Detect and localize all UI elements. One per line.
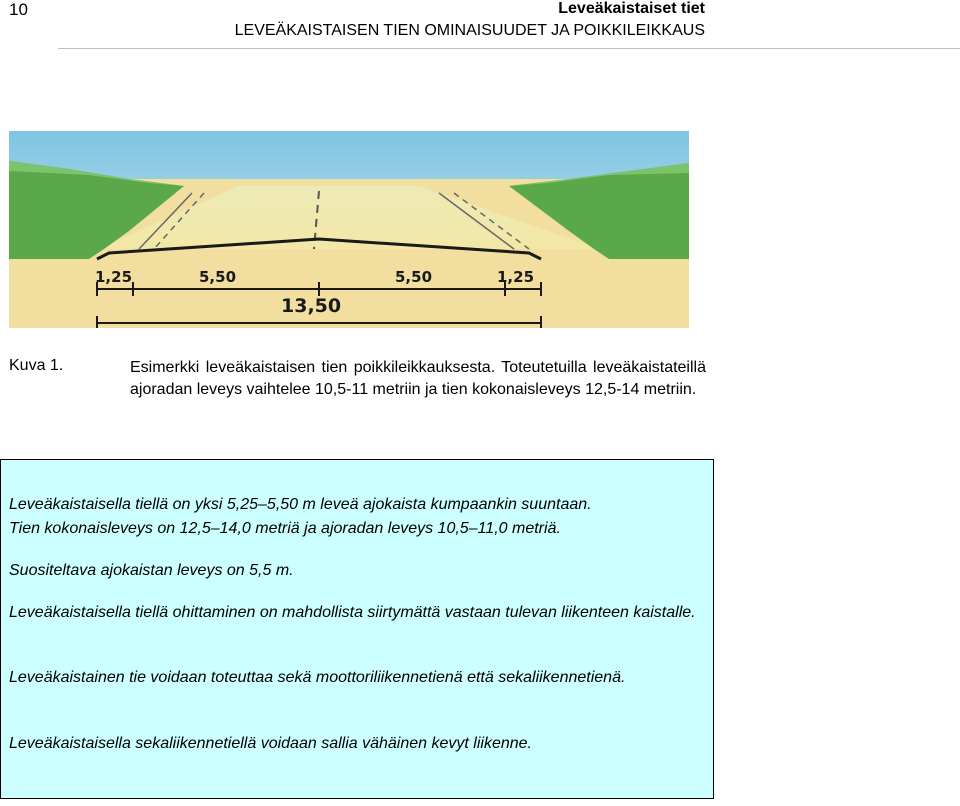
dim-left-shoulder: 1,25 — [95, 268, 133, 286]
header-subtitle: LEVEÄKAISTAISEN TIEN OMINAISUUDET JA POIKKILEIKKAUS — [234, 22, 705, 39]
dim-right-shoulder: 1,25 — [497, 268, 535, 286]
info-paragraph: Leveäkaistainen tie voidaan toteuttaa sekä moottoriliikennetienä että sekaliikennetienä. — [9, 669, 626, 686]
info-paragraph: Leveäkaistaisella sekaliikennetiellä voidaan sallia vähäinen kevyt liikenne. — [9, 735, 532, 752]
road-cross-section-figure — [9, 131, 689, 328]
dim-total-width: 13,50 — [281, 295, 342, 317]
dim-right-lane: 5,50 — [395, 268, 433, 286]
dim-left-lane: 5,50 — [199, 268, 237, 286]
caption-text: Esimerkki leveäkaistaisen tien poikkileikkauksesta. Toteutetuilla leveäkaistateillä ajoradan leveys vaihtelee 10,5-11 metriin ja tien kokonaisleveys 12,5-14 metriin. — [130, 359, 706, 398]
info-paragraph: Suositeltava ajokaistan leveys on 5,5 m. — [9, 562, 294, 579]
info-box — [0, 459, 714, 799]
info-paragraph: Leveäkaistaisella tiellä ohittaminen on mahdollista siirtymättä vastaan tulevan liikenteen kaistalle. — [9, 604, 696, 621]
info-paragraph: Leveäkaistaisella tiellä on yksi 5,25–5,50 m leveä ajokaista kumpaankin suuntaan. — [9, 496, 592, 513]
cross-section-illustration — [9, 131, 689, 328]
page-number: 10 — [9, 0, 28, 19]
caption-label: Kuva 1. — [9, 357, 64, 374]
header-divider — [58, 48, 960, 49]
info-paragraph: Tien kokonaisleveys on 12,5–14,0 metriä ja ajoradan leveys 10,5–11,0 metriä. — [9, 520, 561, 537]
header-title: Leveäkaistaiset tiet — [558, 0, 705, 17]
